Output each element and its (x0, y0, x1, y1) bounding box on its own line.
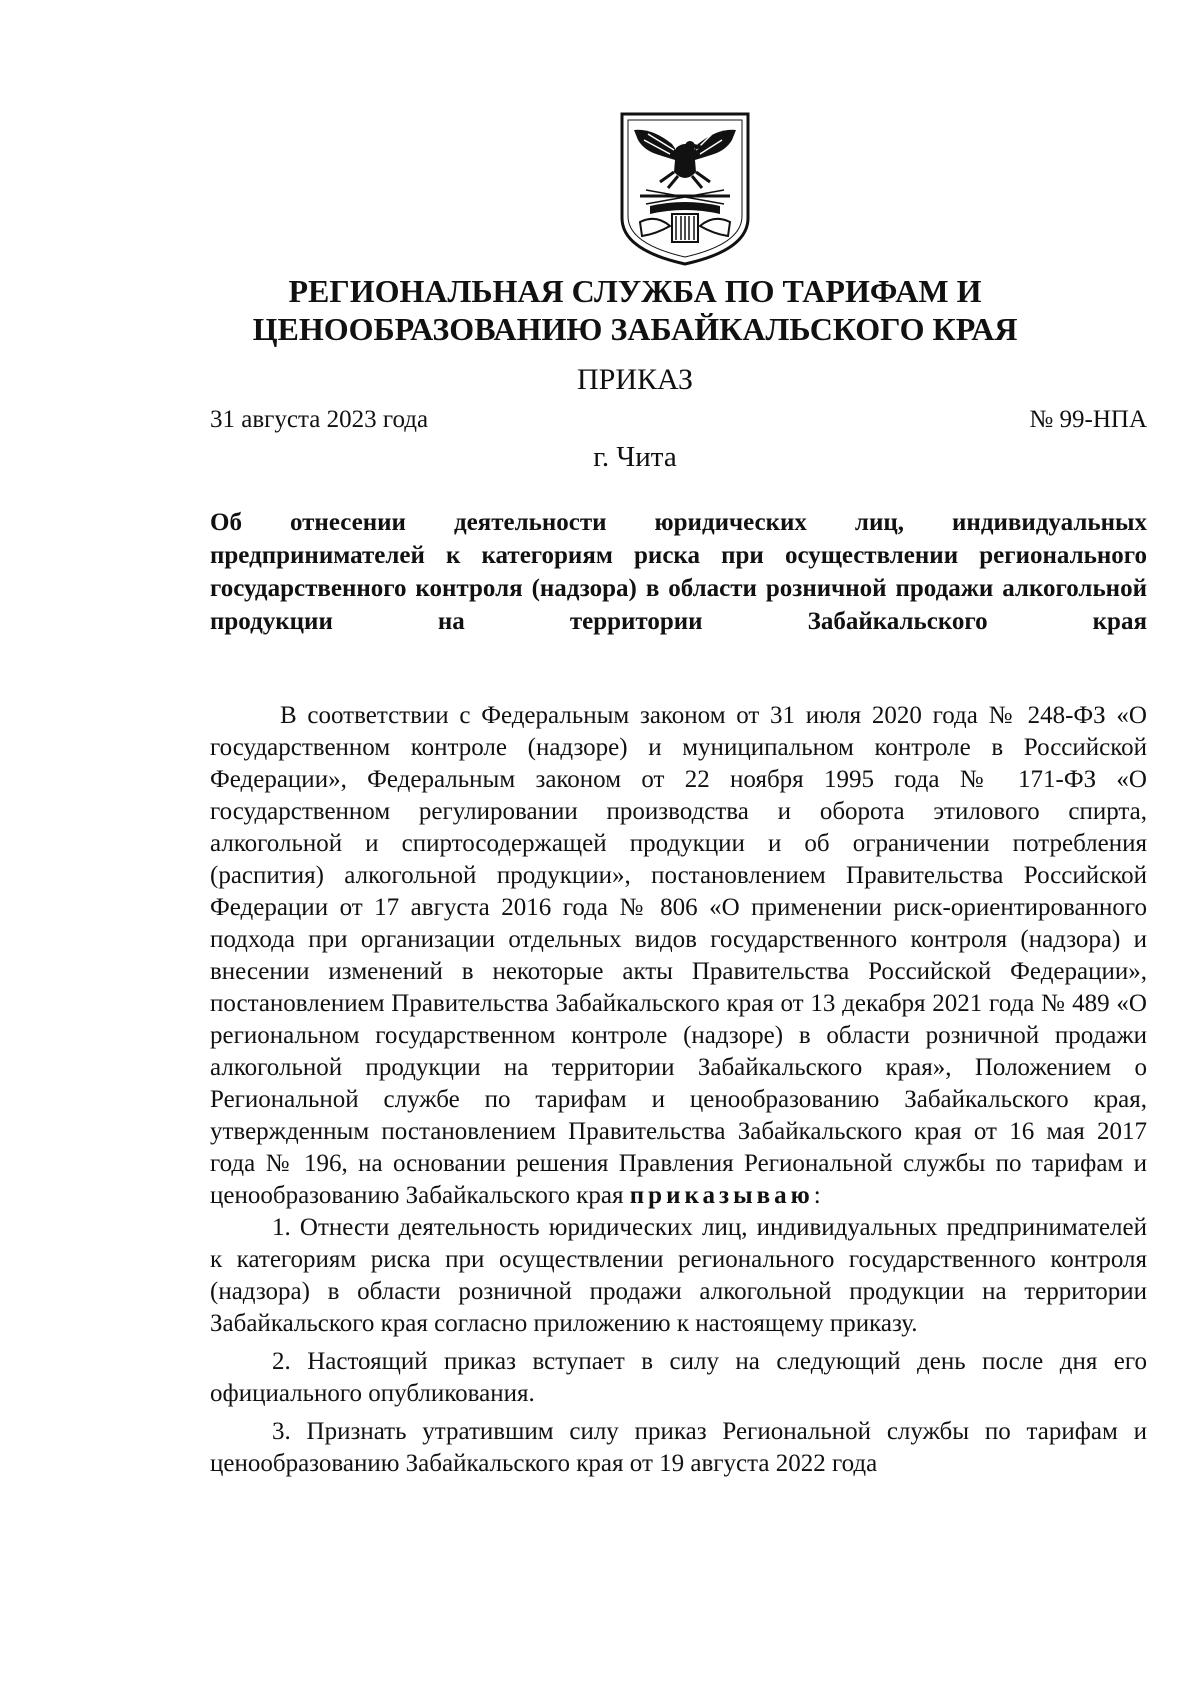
document-body (210, 700, 1147, 1480)
document-subject: Об отнесении деятельности юридических лиц, индивидуальных предпринимателей к категориям риска при осуществлении регионального государственного контроля (надзора) в области розничной продажи алкогольной продукции на территории Забайкальского края (210, 509, 1147, 635)
order-item-1: 1. Отнести деятельность юридических лиц, индивидуальных предпринимателей к категориям риска при осуществлении регионального государственного контроля (надзора) в области розничной продажи алкогольной продукции на территории Забайкальского края согласно приложению к настоящему приказу. (210, 1214, 1147, 1337)
organization-title-line2: ЦЕНООБРАЗОВАНИЮ ЗАБАЙКАЛЬСКОГО КРАЯ (252, 311, 1018, 347)
coat-of-arms-icon (616, 110, 754, 266)
document-type: ПРИКАЗ (577, 363, 693, 396)
organization-title (200, 272, 1070, 348)
order-item-3: 3. Признать утратившим силу приказ Региональной службы по тарифам и ценообразованию Забайкальского края от 19 августа 2022 года (210, 1418, 1147, 1477)
preamble-text: В соответствии с Федеральным законом от 31 июля 2020 года № 248-ФЗ «О государственном контроле (надзоре) и муниципальном контроле в Российской Федерации», Федеральным законом от 22 ноября 1995 года № 171-ФЗ «О государственном регулировании производства и оборота этилового спирта, алкогольной и спиртосодержащей продукции и об ограничении потребления (распития) алкогольной продукции», постановлением Правительства Российской Федерации от 17 августа 2016 года № 806 «О применении риск-ориентированного подхода при организации отдельных видов государственного контроля (надзора) и внесении изменений в некоторые акты Правительства Российской Федерации», постановлением Правительства Забайкальского края от 13 декабря 2021 года № 489 «О региональном государственном контроле (надзоре) в области розничной продажи алкогольной продукции на территории Забайкальского края», Положением о Региональной службе по тарифам и ценообразованию Забайкальского края, утвержденным постановлением Правительства Забайкальского края от 16 мая 2017 года № 196, на основании решения Правления Региональной службы по тарифам и ценообразованию Забайкальского края (210, 702, 1147, 1209)
document-city: г. Чита (593, 441, 677, 473)
order-colon: : (813, 1182, 821, 1209)
document-number: № 99-НПА (1029, 406, 1147, 433)
order-item-2: 2. Настоящий приказ вступает в силу на следующий день после дня его официального опубликования. (210, 1348, 1147, 1407)
document-date: 31 августа 2023 года (210, 406, 429, 433)
organization-title-line1: РЕГИОНАЛЬНАЯ СЛУЖБА ПО ТАРИФАМ И (288, 273, 982, 309)
order-word: приказываю (629, 1182, 814, 1209)
preamble-paragraph (210, 700, 1147, 1212)
